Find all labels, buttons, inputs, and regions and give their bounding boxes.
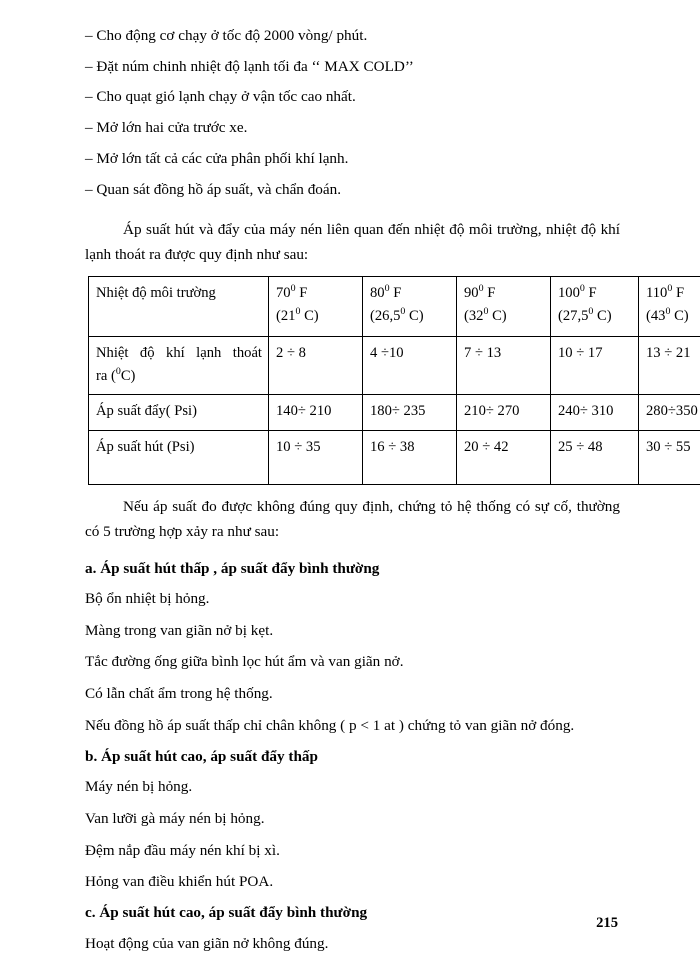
temp-f-value: 110 xyxy=(646,285,668,302)
temp-f-value: 80 xyxy=(370,285,385,302)
table-cell xyxy=(639,277,700,337)
temp-c-value: (26,5 xyxy=(370,308,401,325)
degree-icon: 0 xyxy=(588,306,594,318)
table-cell: 2 ÷ 8 xyxy=(269,337,363,395)
table-cell xyxy=(551,277,639,337)
temp-f-unit: F xyxy=(295,285,308,302)
bullet-item: – Quan sát đồng hồ áp suất, và chẩn đoán. xyxy=(85,180,342,198)
bullet-item: – Cho động cơ chạy ở tốc độ 2000 vòng/ phút. xyxy=(85,27,368,44)
temp-c-value: (32 xyxy=(464,308,484,325)
bullet-item: – Đặt núm chinh nhiệt độ lạnh tối đa ‘‘ MAX COLD’’ xyxy=(85,57,414,75)
table-cell xyxy=(269,277,363,337)
section-a-line: Tắc đường ống giữa bình lọc hút ẩm và van giãn nở. xyxy=(85,653,404,671)
degree-icon: 0 xyxy=(478,283,484,295)
table-cell: 25 ÷ 48 xyxy=(551,431,639,485)
table-cell: 7 ÷ 13 xyxy=(457,337,551,395)
pressure-temperature-table xyxy=(88,276,700,485)
table-cell: 20 ÷ 42 xyxy=(457,431,551,485)
page-number: 215 xyxy=(596,915,618,931)
degree-icon: 0 xyxy=(115,366,121,378)
table-cell: 240÷ 310 xyxy=(551,395,639,431)
section-heading-a: a. Áp suất hút thấp , áp suất đẩy bình thường xyxy=(85,559,380,577)
temp-c-unit: C) xyxy=(405,308,424,325)
degree-icon: 0 xyxy=(483,306,489,318)
after-table-paragraph: Nếu áp suất đo được không đúng quy định, chứng tỏ hệ thống có sự cố, thường có 5 trường hợp xảy ra như sau: xyxy=(85,498,620,541)
temp-f-unit: F xyxy=(672,285,685,302)
table-cell: 180÷ 235 xyxy=(363,395,457,431)
degree-icon: 0 xyxy=(384,283,390,295)
section-heading-b: b. Áp suất hút cao, áp suất đẩy thấp xyxy=(85,747,318,765)
temp-f-unit: F xyxy=(584,285,597,302)
table-cell: 210÷ 270 xyxy=(457,395,551,431)
degree-icon: 0 xyxy=(667,283,673,295)
table-cell: 140÷ 210 xyxy=(269,395,363,431)
temp-c-unit: C) xyxy=(593,308,612,325)
section-a-line: Có lẫn chất ẩm trong hệ thống. xyxy=(85,685,273,703)
table-row xyxy=(89,277,700,337)
section-heading-c: c. Áp suất hút cao, áp suất đẩy bình thường xyxy=(85,904,368,922)
section-b-line: Hỏng van điều khiển hút POA. xyxy=(85,873,274,891)
temp-f-unit: F xyxy=(389,285,402,302)
table-cell: 30 ÷ 55 xyxy=(639,431,700,485)
temp-f-value: 100 xyxy=(558,285,580,302)
section-a-line: Màng trong van giãn nở bị kẹt. xyxy=(85,621,274,639)
table-row xyxy=(89,431,700,485)
row-label: Nhiệt độ khí lạnh thoát xyxy=(96,345,262,362)
temp-c-value: (43 xyxy=(646,308,666,325)
row-label: Nhiệt độ môi trường xyxy=(96,285,216,302)
degree-icon: 0 xyxy=(579,283,585,295)
row-label-cell: Áp suất hút (Psi) xyxy=(89,431,269,485)
page-content xyxy=(85,27,698,952)
temp-f-value: 70 xyxy=(276,285,291,302)
row-label-unit-pre: ra ( xyxy=(96,368,116,385)
row-label-cell xyxy=(89,277,269,337)
section-b-line: Máy nén bị hỏng. xyxy=(85,778,193,796)
section-b-line: Van lưỡi gà máy nén bị hỏng. xyxy=(85,809,265,827)
table-cell: 10 ÷ 17 xyxy=(551,337,639,395)
table-cell xyxy=(457,277,551,337)
temp-c-unit: C) xyxy=(488,308,507,325)
temp-f-unit: F xyxy=(483,285,496,302)
table-row xyxy=(89,337,700,395)
row-label-cell xyxy=(89,337,269,395)
degree-icon: 0 xyxy=(290,283,296,295)
table-cell: 4 ÷10 xyxy=(363,337,457,395)
table-cell: 13 ÷ 21 xyxy=(639,337,700,395)
bullet-item: – Cho quạt gió lạnh chạy ở vận tốc cao nhất. xyxy=(85,88,356,106)
degree-icon: 0 xyxy=(665,306,671,318)
table-row xyxy=(89,395,700,431)
section-a-line: Nếu đồng hồ áp suất thấp chỉ chân không ( p < 1 at ) chứng tỏ van giãn nở đóng. xyxy=(85,716,575,734)
row-label-unit-post: C) xyxy=(120,368,136,385)
table-cell: 10 ÷ 35 xyxy=(269,431,363,485)
temp-c-unit: C) xyxy=(300,308,319,325)
temp-c-value: (21 xyxy=(276,308,296,325)
section-a-line: Bộ ổn nhiệt bị hỏng. xyxy=(85,589,210,607)
intro-paragraph: Áp suất hút và đẩy của máy nén liên quan đến nhiệt độ môi trường, nhiệt độ khí lạnh thoát ra được quy định như sau: xyxy=(85,221,620,263)
section-b-line: Đệm nắp đầu máy nén khí bị xì. xyxy=(85,841,280,859)
degree-icon: 0 xyxy=(400,306,406,318)
temp-c-value: (27,5 xyxy=(558,308,589,325)
temp-f-value: 90 xyxy=(464,285,479,302)
section-c-line: Hoạt động của van giãn nở không đúng. xyxy=(85,934,329,952)
table-cell xyxy=(363,277,457,337)
temp-c-unit: C) xyxy=(670,308,689,325)
table-cell: 280÷350 xyxy=(639,395,700,431)
table-cell: 16 ÷ 38 xyxy=(363,431,457,485)
degree-icon: 0 xyxy=(295,306,301,318)
row-label-cell: Áp suất đẩy( Psi) xyxy=(89,395,269,431)
bullet-item: – Mở lớn hai cửa trước xe. xyxy=(85,119,248,137)
bullet-item: – Mở lớn tất cả các cửa phân phối khí lạnh. xyxy=(85,149,349,167)
